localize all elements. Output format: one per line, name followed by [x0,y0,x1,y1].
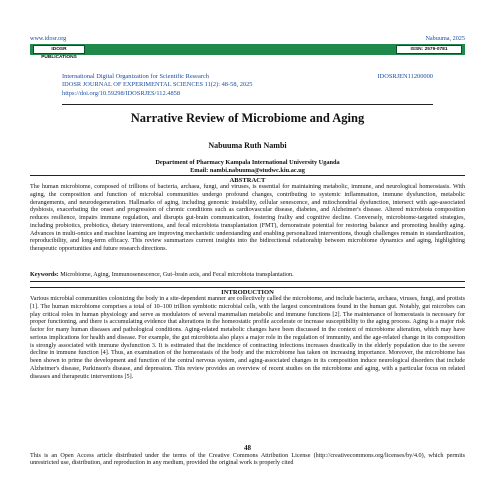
publisher-banner [30,44,465,60]
doi-link[interactable]: https://doi.org/10.59298/IDOSRJES/112.4858 [62,89,181,97]
website-link[interactable]: www.idosr.org [30,35,67,42]
abstract-heading: ABSTRACT [30,175,465,184]
journal-citation: IDOSR JOURNAL OF EXPERIMENTAL SCIENCES 11(2): 48-58, 2025 [62,81,253,88]
license-notice: This is an Open Access article distributed under the terms of the Creative Commons Attribution License (http://creativecommons.org/licenses/by/4.0), which permits unrestricted use, distribution, and reproduction in any medium, provided the original work is properly cited [30,452,465,467]
abstract-text: The human microbiome, composed of trillions of bacteria, archaea, fungi, and viruses, is essential for maintaining metabolic, immune, and neurological homeostasis. With aging, the composition and function of microbial communities undergo profound changes, contributing to systemic inflammation, immune dysfunction, metabolic derangements, and neurodegeneration. Hallmarks of aging, including genomic instability, cellular senescence, and mitochondrial dysfunction, intersect with age-associated dysbiosis, exacerbating the onset and progression of chronic conditions such as cardiovascular disease, diabetes, and Alzheimer's disease. Altered microbiota composition reduces resilience, impairs immune regulation, and disrupts gut-brain communication, fostering frailty and cognitive decline. Conversely, microbiome-targeted strategies, including probiotics, prebiotics, dietary interventions, and fecal microbiota transplantation (FMT), demonstrate potential for restoring balance and promoting healthy aging. Advances in multi-omics and machine learning are improving mechanistic understanding and enabling personalized interventions, though challenges remain in standardization, reproducibility, and long-term efficacy. This review summarizes current insights into the bidirectional relationship between microbiome dynamics and aging, highlighting therapeutic opportunities and future research directions. [30,184,465,252]
author-name: Nabuuma Ruth Nambi [208,141,287,150]
journal-issn: IDOSRJEN11200000 [377,73,433,80]
author-affiliation [0,159,495,175]
author-email[interactable]: Email: nambi.nabuuma@studwc.kiu.ac.ug [190,166,305,174]
introduction-text: Various microbial communities colonizing the body in a site-dependent manner are collectively called the microbiome, and include bacteria, archaea, viruses, fungi, and protists [1]. The human microbiome comprises a total of 10–100 trillion symbiotic microbial cells, with the largest concentrations found in the human gut. Notably, gut microbes can play critical roles in human physiology and serve as modulators of several mammalian metabolic and immune functions [2]. The maintenance of homeostasis is necessary for proper functioning, and there is accumulating evidence that alterations in the homeostatic profile accelerate or increase susceptibility to the aging process. Aging is a major risk factor for many human diseases and pathological conditions. Aging-related metabolic changes have been discussed in the context of microbiome alteration, which may have serious implications for health and disease. For example, the gut microbiota also plays a major role in the regulation of immunity, and the age-related change in its composition is strongly associated with immune dysfunction 3. It is estimated that the incidence of contracting infections increases drastically in the elderly population due to the severe decline in immune function [4]. Thus, an examination of the homeostasis of the body and the microbiome has taken on increasing importance. Moreover, the microbiome has been shown to prime the development and function of the central nervous system, and aging-associated changes in its composition induce neurological disorders that include Alzheimer's disease, Parkinson's disease, and depression. This review provides an overview of recent studies on the microbiome and aging, with a particular focus on related diseases and therapeutic interventions [5]. [30,296,465,380]
article-title: Narrative Review of Microbiome and Aging [130,111,365,125]
page-number: 48 [244,444,251,452]
publisher-box: IDOSR PUBLICATIONS [33,45,85,54]
meta-divider [62,104,433,105]
journal-meta [62,73,433,105]
organization-name: International Digital Organization for Scientific Research [62,73,209,80]
author-year: Nabuuma, 2025 [425,35,465,42]
keywords-list: Microbiome, Aging, Immunosenescence, Gut–brain axis, and Fecal microbiota transplantation. [58,271,294,278]
issn-box: ISSN: 2579-0781 [396,45,462,54]
abstract-divider [30,281,465,282]
site-row [30,35,465,43]
keywords-label: Keywords: [30,271,59,278]
department: Department of Pharmacy Kampala International University Uganda [155,159,340,166]
keywords [30,272,465,280]
introduction-heading: INTRODUCTION [30,287,465,296]
